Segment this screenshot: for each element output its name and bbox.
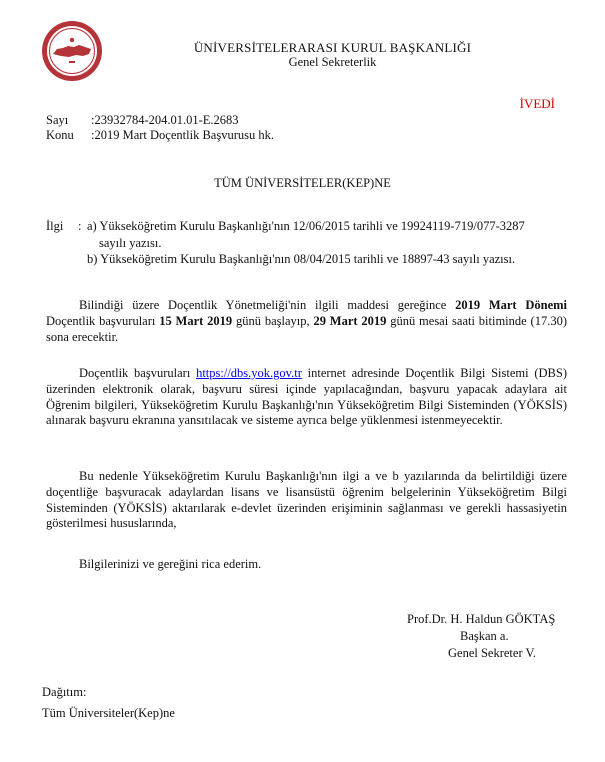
end-date: 29 Mart 2019 <box>313 313 387 328</box>
distribution-label: Dağıtım: <box>42 685 87 699</box>
ilgi-item-a: a) Yükseköğretim Kurulu Başkanlığı'nın 12/06/2015 tarihli ve 19924119-719/077-3287 <box>87 219 525 233</box>
paragraph-3: Bu nedenle Yükseköğretim Kurulu Başkanlığı'nın ilgi a ve b yazılarında da belirtildiği üzere doçentliğe başvuracak adaylardan lisans ve lisansüstü öğrenim belgelerinin Yükseköğretim Bilgi Sisteminden (YÖKSİS) aktarılarak e-devlet üzerinden erişiminin sağlanması ve gerekli hassasiyetin gösterilmesi hususlarında, <box>46 469 567 531</box>
institution-name: ÜNİVERSİTELERARASI KURUL BAŞKANLIĞI <box>193 40 472 55</box>
konu-label: Konu <box>46 128 74 142</box>
sayi-label: Sayı <box>46 113 69 127</box>
addressee: TÜM ÜNİVERSİTELER(KEP)NE <box>214 176 391 190</box>
ilgi-colon: : <box>78 219 82 233</box>
sayi-value: :23932784-204.01.01-E.2683 <box>91 113 239 127</box>
dbs-link[interactable]: https://dbs.yok.gov.tr <box>196 366 302 380</box>
signer-title-2: Genel Sekreter V. <box>448 646 537 660</box>
ilgi-label: İlgi <box>46 219 64 233</box>
urgency-label: İVEDİ <box>519 96 555 111</box>
distribution-recipient: Tüm Üniversiteler(Kep)ne <box>42 706 175 720</box>
signer-title-1: Başkan a. <box>460 629 509 643</box>
paragraph-2: Doçentlik başvuruları https://dbs.yok.gov.tr internet adresinde Doçentlik Bilgi Sistemi (DBS) üzerinden elektronik olarak, başvuru süresi içinde yapılacağından, başvuru yapacak adaylara ait Öğrenim bilgileri, Yükseköğretim Kurulu Başkanlığı'nın Yükseköğretim Bilgi Sisteminden (YÖKSİS) alınarak başvuru ekranına yansıtılacak ve sisteme ayrıca belge yüklenmesi istenmeyecektir. <box>46 366 567 428</box>
department-name: Genel Sekreterlik <box>288 55 377 69</box>
signature-block <box>380 611 580 662</box>
ilgi-item-a-cont: sayılı yazısı. <box>99 236 162 250</box>
konu-value: :2019 Mart Doçentlik Başvurusu hk. <box>91 128 274 142</box>
ilgi-item-b: b) Yükseköğretim Kurulu Başkanlığı'nın 08/04/2015 tarihli ve 18897-43 sayılı yazısı. <box>87 252 516 266</box>
signer-name: Prof.Dr. H. Haldun GÖKTAŞ <box>407 612 556 626</box>
start-date: 15 Mart 2019 <box>159 313 233 328</box>
period-bold: 2019 Mart Dönemi <box>455 298 567 312</box>
paragraph-1: Bilindiği üzere Doçentlik Yönetmeliği'nin ilgili maddesi gereğince 2019 Mart Dönemi Doçentlik başvuruları 15 Mart 2019 günü başlayıp, 29 Mart 2019 günü mesai saati bitiminde (17.30) sona erecektir. <box>46 298 567 344</box>
closing-line: Bilgilerinizi ve gereğini rica ederim. <box>79 557 262 571</box>
